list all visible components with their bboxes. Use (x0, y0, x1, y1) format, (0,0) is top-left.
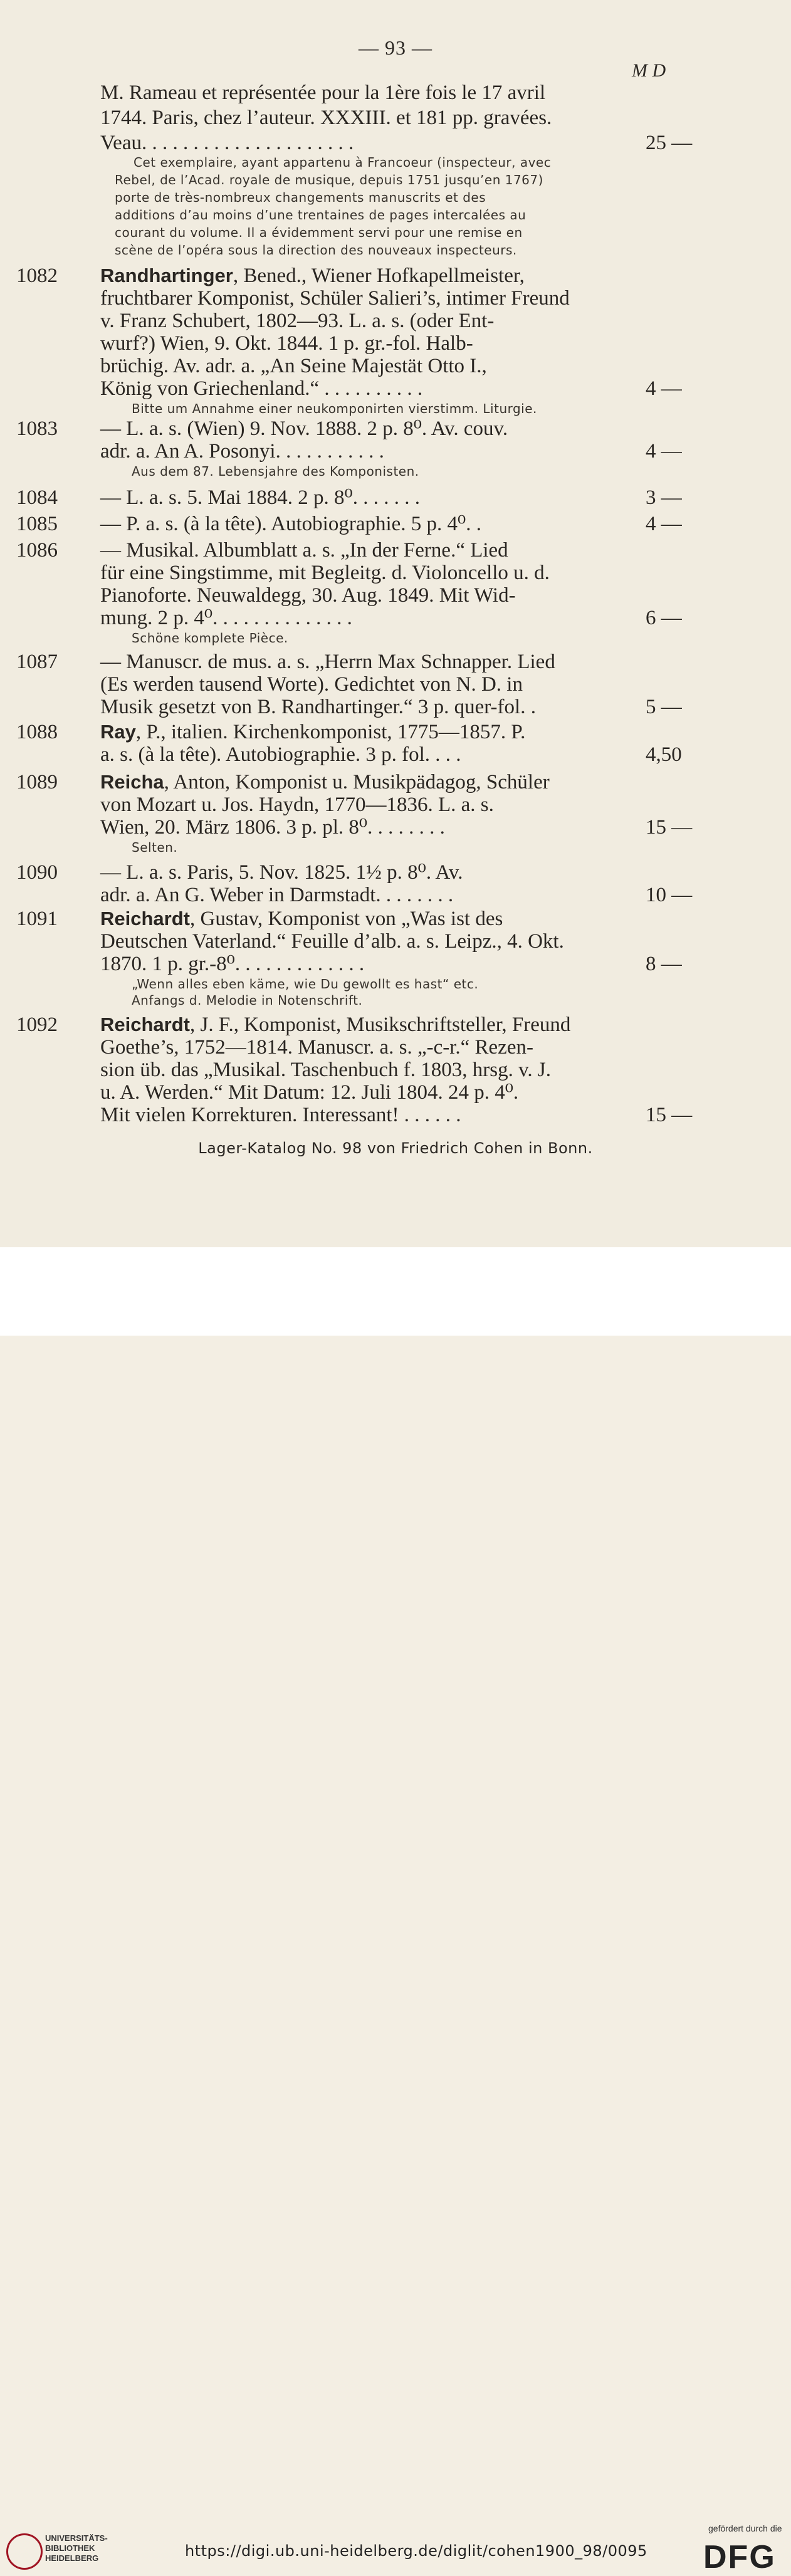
entry-text: sion üb. das „Musikal. Taschenbuch f. 1803, hrsg. v. J. (100, 1059, 552, 1081)
entry-line (100, 511, 481, 537)
entry-price: 5 — (646, 696, 682, 718)
entry-price: 4 — (646, 513, 682, 535)
entry-line (100, 1035, 533, 1060)
entry-line (100, 951, 364, 976)
entry-text: — Manuscr. de mus. a. s. „Herrn Max Schnapper. Lied (100, 651, 555, 673)
composer-name: Reicha (100, 771, 164, 793)
entry-text: Goethe’s, 1752—1814. Manuscr. a. s. „-c-r.“ Rezen- (100, 1036, 533, 1059)
entry-text: Wien, 20. März 1806. 3 p. pl. 8⁰. . . . . . . . (100, 816, 445, 839)
composer-name: Reichardt (100, 1013, 190, 1035)
entry-price: 4 — (646, 440, 682, 463)
entry-line (100, 770, 550, 795)
entry-line (100, 376, 422, 401)
entry-text: — L. a. s. Paris, 5. Nov. 1825. 1½ p. 8⁰. Av. (100, 861, 463, 884)
entry-number: 1085 (16, 513, 58, 535)
entry-line (100, 649, 555, 674)
entry-line (100, 263, 525, 288)
entry-line: 1744. Paris, chez l’auteur. XXXIII. et 181 pp. gravées. (100, 107, 552, 129)
viewer-bottom-bar (0, 1247, 791, 2575)
entry-line (100, 416, 508, 441)
entry-text: mung. 2 p. 4⁰. . . . . . . . . . . . . . (100, 607, 352, 629)
entry-price: 8 — (646, 953, 682, 975)
entry-line (100, 1080, 518, 1105)
entry-note: Anfangs d. Melodie in Notenschrift. (132, 993, 363, 1008)
entry-text: , Anton, Komponist u. Musikpädagog, Schüler (164, 771, 550, 793)
entry-line: Veau. . . . . . . . . . . . . . . . . . . . . (100, 132, 354, 154)
entry-price: 15 — (646, 1104, 693, 1126)
entry-line (100, 583, 516, 608)
entry-text: Mit vielen Korrekturen. Interessant! . . . . . . (100, 1104, 461, 1126)
entry-note: scène de l’opéra sous la direction des nouveaux inspecteurs. (115, 243, 517, 258)
entry-number: 1090 (16, 861, 58, 884)
entry-number: 1089 (16, 771, 58, 793)
entry-text: — Musikal. Albumblatt a. s. „In der Ferne.“ Lied (100, 539, 508, 562)
entry-text: , J. F., Komponist, Musikschriftsteller, Freund (189, 1013, 571, 1036)
entry-price: 10 — (646, 884, 693, 906)
entry-text: König von Griechenland.“ . . . . . . . . . . (100, 377, 423, 400)
entry-price: 4 — (646, 377, 682, 400)
entry-note: Bitte um Annahme einer neukomponirten vierstimm. Liturgie. (132, 401, 537, 416)
entry-line (100, 929, 564, 954)
composer-name: Randhartinger (100, 264, 233, 286)
entry-line: M. Rameau et représentée pour la 1ère fois le 17 avril (100, 81, 546, 104)
entry-line (100, 882, 453, 908)
entry-number: 1092 (16, 1013, 58, 1036)
entry-line (100, 538, 508, 563)
entry-line (100, 1012, 570, 1037)
entry-line (100, 560, 550, 585)
entry-line (100, 331, 473, 356)
entry-line (100, 485, 420, 510)
entry-line (100, 815, 445, 840)
entry-line (100, 672, 523, 697)
entry-note: Rebel, de l’Acad. royale de musique, depuis 1751 jusqu’en 1767) (115, 172, 543, 187)
entry-number: 1082 (16, 264, 58, 287)
entry-line (100, 720, 525, 745)
entry-note: Selten. (132, 840, 178, 855)
entry-text: Deutschen Vaterland.“ Feuille d’alb. a. s. Leipz., 4. Okt. (100, 930, 564, 953)
entry-text: adr. a. An G. Weber in Darmstadt. . . . . . . . (100, 884, 454, 906)
entry-text: , Gustav, Komponist von „Was ist des (189, 908, 503, 930)
entry-note: „Wenn alles eben käme, wie Du gewollt es hast“ etc. (132, 976, 479, 992)
entry-text: fruchtbarer Komponist, Schüler Salieri’s, intimer Freund (100, 287, 570, 310)
entry-text: 1870. 1 p. gr.-8⁰. . . . . . . . . . . . . (100, 953, 365, 975)
entry-text: , P., italien. Kirchenkomponist, 1775—1857. P. (135, 721, 526, 743)
entry-text: — L. a. s. (Wien) 9. Nov. 1888. 2 p. 8⁰. Av. couv. (100, 417, 508, 440)
entry-note: Schöne komplete Pièce. (132, 631, 288, 646)
entry-number: 1091 (16, 908, 58, 930)
entry-price: 3 — (646, 486, 682, 509)
entry-line (100, 308, 494, 333)
entry-note: additions d’au moins d’une trentaines de pages intercalées au (115, 207, 526, 223)
entry-line (100, 605, 352, 631)
entry-text: für eine Singstimme, mit Begleitg. d. Violoncello u. d. (100, 562, 550, 584)
entry-text: u. A. Werden.“ Mit Datum: 12. Juli 1804. 24 p. 4⁰. (100, 1081, 519, 1104)
institution-name[interactable]: UNIVERSITÄTS- BIBLIOTHEK HEIDELBERG (45, 2533, 108, 2563)
page-number-header: — 93 — (359, 36, 432, 59)
entry-text: a. s. (à la tête). Autobiographie. 3 p. fol. . . . (100, 743, 461, 766)
entry-price: 15 — (646, 816, 693, 839)
entry-number: 1088 (16, 721, 58, 743)
entry-line (100, 906, 503, 931)
entry-number: 1084 (16, 486, 58, 509)
entry-text: (Es werden tausend Worte). Gedichtet von N. D. in (100, 673, 523, 696)
composer-name: Reichardt (100, 908, 190, 929)
entry-price: 25 — (646, 132, 693, 154)
entry-text: wurf?) Wien, 9. Okt. 1844. 1 p. gr.-fol. Halb- (100, 332, 473, 355)
entry-line (100, 1102, 461, 1128)
dfg-logo[interactable]: DFG (703, 2539, 776, 2575)
entry-line (100, 742, 461, 767)
entry-note: courant du volume. Il a évidemment servi pour une remise en (115, 225, 523, 240)
entry-text: — P. a. s. (à la tête). Autobiographie. 5 p. 4⁰. . (100, 513, 482, 535)
entry-text: — L. a. s. 5. Mai 1884. 2 p. 8⁰. . . . . . . (100, 486, 421, 509)
entry-text: Pianoforte. Neuwaldegg, 30. Aug. 1849. Mit Wid- (100, 584, 516, 607)
university-seal-icon (6, 2533, 43, 2570)
entry-line (100, 860, 463, 885)
handwritten-mark: M D (632, 60, 666, 81)
entry-note: Aus dem 87. Lebensjahre des Komponisten. (132, 464, 419, 479)
entry-price: 4,50 (646, 743, 682, 766)
entry-number: 1086 (16, 539, 58, 562)
entry-text: , Bened., Wiener Hofkapellmeister, (233, 264, 525, 287)
entry-number: 1083 (16, 417, 58, 440)
catalog-footer: Lager-Katalog No. 98 von Friedrich Cohen in Bonn. (198, 1139, 593, 1157)
entry-text: Musik gesetzt von B. Randhartinger.“ 3 p. quer-fol. . (100, 696, 536, 718)
catalog-page (0, 0, 791, 1247)
composer-name: Ray (100, 721, 136, 743)
entry-number: 1087 (16, 651, 58, 673)
dfg-caption: gefördert durch die (708, 2523, 782, 2533)
entry-line (100, 694, 536, 720)
entry-line (100, 1057, 551, 1082)
entry-line (100, 286, 570, 311)
entry-text: v. Franz Schubert, 1802—93. L. a. s. (oder Ent- (100, 310, 495, 332)
entry-line (100, 439, 384, 464)
entry-note: porte de très-nombreux changements manuscrits et des (115, 190, 486, 205)
entry-text: brüchig. Av. adr. a. „An Seine Majestät Otto I., (100, 355, 487, 377)
entry-line (100, 353, 487, 379)
entry-text: adr. a. An A. Posonyi. . . . . . . . . . . (100, 440, 384, 463)
entry-text: von Mozart u. Jos. Haydn, 1770—1836. L. a. s. (100, 793, 494, 816)
entry-line (100, 792, 494, 817)
entry-price: 6 — (646, 607, 682, 629)
entry-note: Cet exemplaire, ayant appartenu à Francoeur (inspecteur, avec (134, 155, 552, 170)
permalink-url[interactable]: https://digi.ub.uni-heidelberg.de/diglit/cohen1900_98/0095 (185, 2542, 647, 2560)
